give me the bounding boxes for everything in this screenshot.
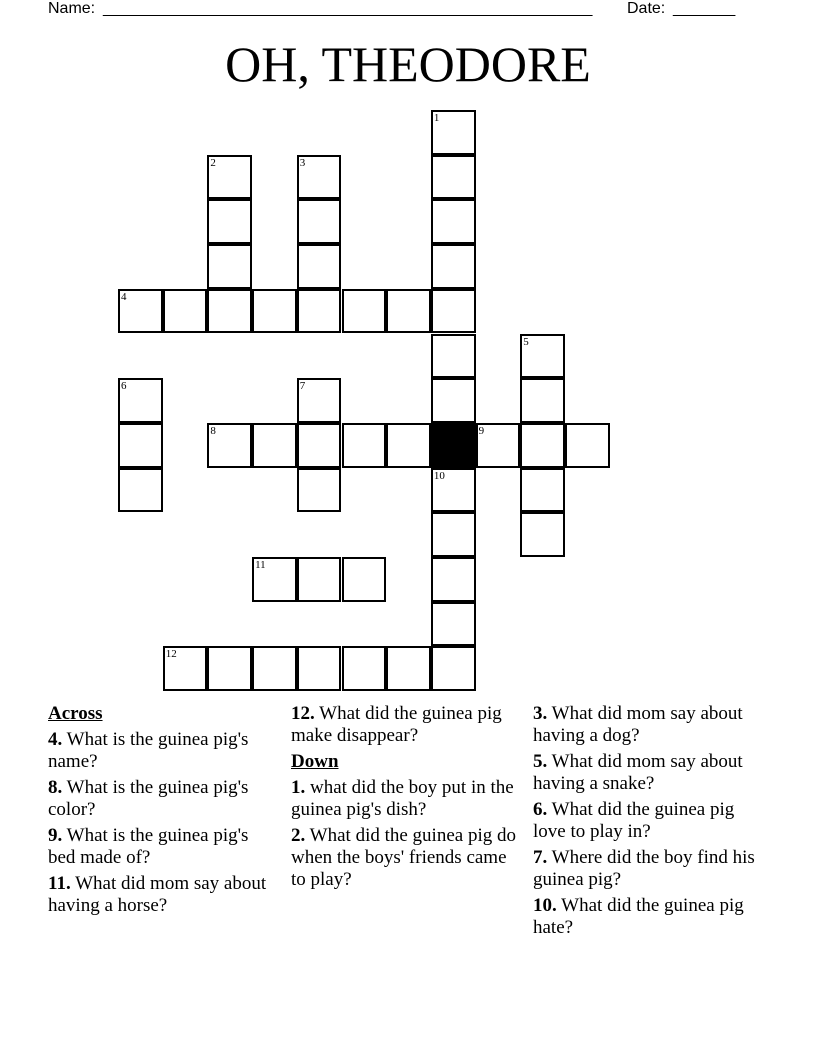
cell-number: 4 bbox=[121, 290, 127, 303]
grid-cell[interactable] bbox=[520, 423, 565, 468]
grid-cell[interactable] bbox=[207, 155, 252, 200]
clue-text: What did the guinea pig do when the boys' friends came to play? bbox=[291, 825, 516, 890]
grid-cell[interactable] bbox=[207, 199, 252, 244]
clues-column-2 bbox=[291, 703, 516, 895]
grid-cell[interactable] bbox=[520, 334, 565, 379]
clue-number: 5. bbox=[533, 751, 548, 772]
clue-number: 10. bbox=[533, 895, 557, 916]
name-label: Name: bbox=[48, 0, 96, 17]
clue-down-3 bbox=[533, 703, 763, 747]
cell-number: 6 bbox=[121, 380, 127, 393]
clue-text: What did the guinea pig hate? bbox=[533, 895, 744, 938]
grid-cell[interactable] bbox=[252, 557, 297, 602]
grid-cell[interactable] bbox=[431, 110, 476, 155]
cell-number: 2 bbox=[210, 156, 216, 169]
grid-cell[interactable] bbox=[431, 602, 476, 647]
grid-cell[interactable] bbox=[118, 468, 163, 513]
clue-down-10 bbox=[533, 895, 763, 939]
clue-text: What did mom say about having a dog? bbox=[533, 703, 743, 746]
name-field[interactable]: _______________________________________________________ bbox=[103, 0, 593, 17]
grid-cell[interactable] bbox=[297, 244, 342, 289]
clue-across-11 bbox=[48, 873, 273, 917]
grid-cell[interactable] bbox=[386, 646, 431, 691]
grid-cell[interactable] bbox=[297, 646, 342, 691]
cell-number: 10 bbox=[433, 469, 445, 482]
clue-number: 2. bbox=[291, 825, 306, 846]
grid-cell[interactable] bbox=[118, 378, 163, 423]
grid-cell[interactable] bbox=[342, 646, 387, 691]
grid-cell[interactable] bbox=[431, 334, 476, 379]
clues-column-1 bbox=[48, 703, 273, 921]
grid-cell[interactable] bbox=[207, 646, 252, 691]
clue-text: What is the guinea pig's bed made of? bbox=[48, 825, 249, 868]
date-field[interactable]: _______ bbox=[673, 0, 736, 17]
grid-cell[interactable] bbox=[431, 468, 476, 513]
grid-cell[interactable] bbox=[118, 423, 163, 468]
grid-cell[interactable] bbox=[342, 289, 387, 334]
clue-text: What did the guinea pig love to play in? bbox=[533, 799, 735, 842]
clue-text: What did the guinea pig make disappear? bbox=[291, 703, 502, 746]
clue-text: What is the guinea pig's color? bbox=[48, 777, 249, 820]
clue-number: 12. bbox=[291, 703, 315, 724]
clue-number: 6. bbox=[533, 799, 548, 820]
grid-cell[interactable] bbox=[431, 557, 476, 602]
grid-cell[interactable] bbox=[431, 244, 476, 289]
grid-cell[interactable] bbox=[431, 378, 476, 423]
grid-cell[interactable] bbox=[297, 423, 342, 468]
clue-number: 4. bbox=[48, 729, 63, 750]
black-square bbox=[431, 423, 476, 468]
clue-number: 7. bbox=[533, 847, 548, 868]
clue-text: what did the boy put in the guinea pig's dish? bbox=[291, 777, 514, 820]
clue-text: What did mom say about having a horse? bbox=[48, 873, 267, 916]
grid-cell[interactable] bbox=[297, 289, 342, 334]
grid-cell[interactable] bbox=[297, 155, 342, 200]
cell-number: 1 bbox=[433, 112, 440, 124]
clue-down-5 bbox=[533, 751, 763, 795]
grid-cell[interactable] bbox=[252, 289, 297, 334]
puzzle-title: OH, THEODORE bbox=[225, 36, 591, 92]
clue-number: 9. bbox=[48, 825, 63, 846]
clue-number: 3. bbox=[533, 703, 548, 724]
clue-number: 1. bbox=[291, 777, 306, 798]
grid-cell[interactable] bbox=[163, 289, 208, 334]
cell-number: 5 bbox=[523, 335, 529, 348]
grid-cell[interactable] bbox=[252, 423, 297, 468]
clue-number: 11. bbox=[48, 873, 71, 894]
clue-down-2 bbox=[291, 825, 516, 891]
clue-across-12 bbox=[291, 703, 516, 747]
cell-number: 7 bbox=[299, 380, 306, 393]
grid-cell[interactable] bbox=[297, 468, 342, 513]
grid-cell[interactable] bbox=[207, 244, 252, 289]
grid-cell[interactable] bbox=[297, 378, 342, 423]
grid-cell[interactable] bbox=[207, 423, 252, 468]
clue-text: Where did the boy find his guinea pig? bbox=[533, 847, 755, 890]
grid-cell[interactable] bbox=[431, 512, 476, 557]
grid-cell[interactable] bbox=[431, 155, 476, 200]
clue-text: What did mom say about having a snake? bbox=[533, 751, 743, 794]
grid-cell[interactable] bbox=[565, 423, 610, 468]
cell-number: 9 bbox=[478, 424, 485, 437]
across-heading: Across bbox=[48, 703, 103, 724]
grid-cell[interactable] bbox=[342, 423, 387, 468]
grid-cell[interactable] bbox=[520, 468, 565, 513]
grid-cell[interactable] bbox=[520, 378, 565, 423]
clue-across-4 bbox=[48, 729, 273, 773]
clue-number: 8. bbox=[48, 777, 63, 798]
grid-cell[interactable] bbox=[386, 423, 431, 468]
cell-number: 11 bbox=[255, 559, 266, 571]
clue-across-9 bbox=[48, 825, 273, 869]
down-heading: Down bbox=[291, 751, 339, 772]
grid-cell[interactable] bbox=[342, 557, 387, 602]
clue-text: What is the guinea pig's name? bbox=[48, 729, 249, 772]
grid-cell[interactable] bbox=[297, 557, 342, 602]
cell-number: 8 bbox=[210, 424, 216, 437]
grid-cell[interactable] bbox=[207, 289, 252, 334]
grid-cell[interactable] bbox=[386, 289, 431, 334]
clue-down-1 bbox=[291, 777, 516, 821]
grid-cell[interactable] bbox=[252, 646, 297, 691]
grid-cell[interactable] bbox=[520, 512, 565, 557]
clue-across-8 bbox=[48, 777, 273, 821]
grid-cell[interactable] bbox=[431, 199, 476, 244]
cell-number: 3 bbox=[299, 156, 306, 169]
cell-number: 12 bbox=[165, 648, 177, 661]
grid-cell[interactable] bbox=[476, 423, 521, 468]
grid-cell[interactable] bbox=[431, 646, 476, 691]
grid-cell[interactable] bbox=[431, 289, 476, 334]
grid-cell[interactable] bbox=[163, 646, 208, 691]
grid-cell[interactable] bbox=[297, 199, 342, 244]
date-label: Date: bbox=[627, 0, 666, 17]
clue-down-6 bbox=[533, 799, 763, 843]
grid-cell[interactable] bbox=[118, 289, 163, 334]
clues-column-3 bbox=[533, 703, 763, 943]
clue-down-7 bbox=[533, 847, 763, 891]
